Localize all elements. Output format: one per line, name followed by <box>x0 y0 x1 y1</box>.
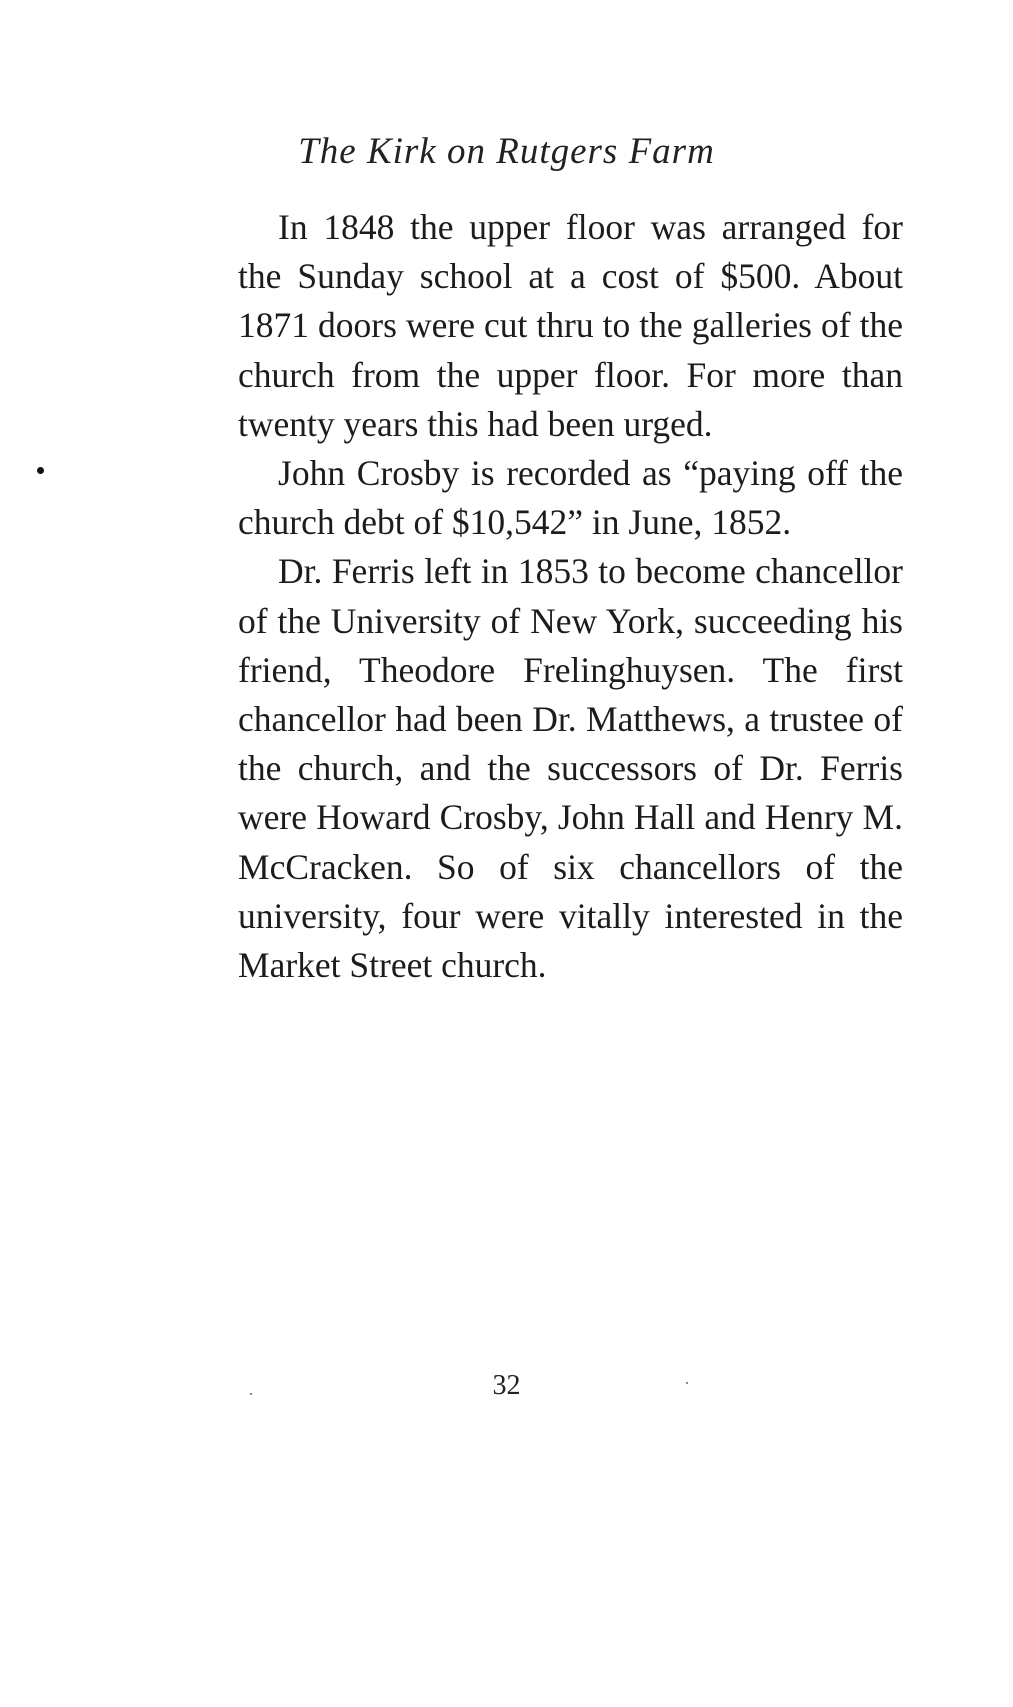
paragraph-sunday-school: In 1848 the upper floor was arranged for the Sunday school at a cost of $500. About 1871 doors were cut thru to the galleries of the church from the upper floor. For more than twenty years this had been urged. <box>238 207 903 444</box>
running-head: The Kirk on Rutgers Farm <box>298 131 715 172</box>
body-text <box>238 203 903 990</box>
paragraph-chancellors: Dr. Ferris left in 1853 to become chancellor of the University of New York, succeeding his friend, Theodore Frelinghuysen. The first chancellor had been Dr. Matthews, a trustee of the church, and the successors of Dr. Ferris were Howard Crosby, John Hall and Henry M. McCracken. So of six chancellors of the university, four were vitally interested in the Market Street church. <box>238 551 903 986</box>
paragraph-church-debt: John Crosby is recorded as “paying off the church debt of $10,542” in June, 1852. <box>238 453 903 543</box>
page-number: 32 <box>492 1370 521 1401</box>
margin-dot-mark <box>37 467 44 474</box>
